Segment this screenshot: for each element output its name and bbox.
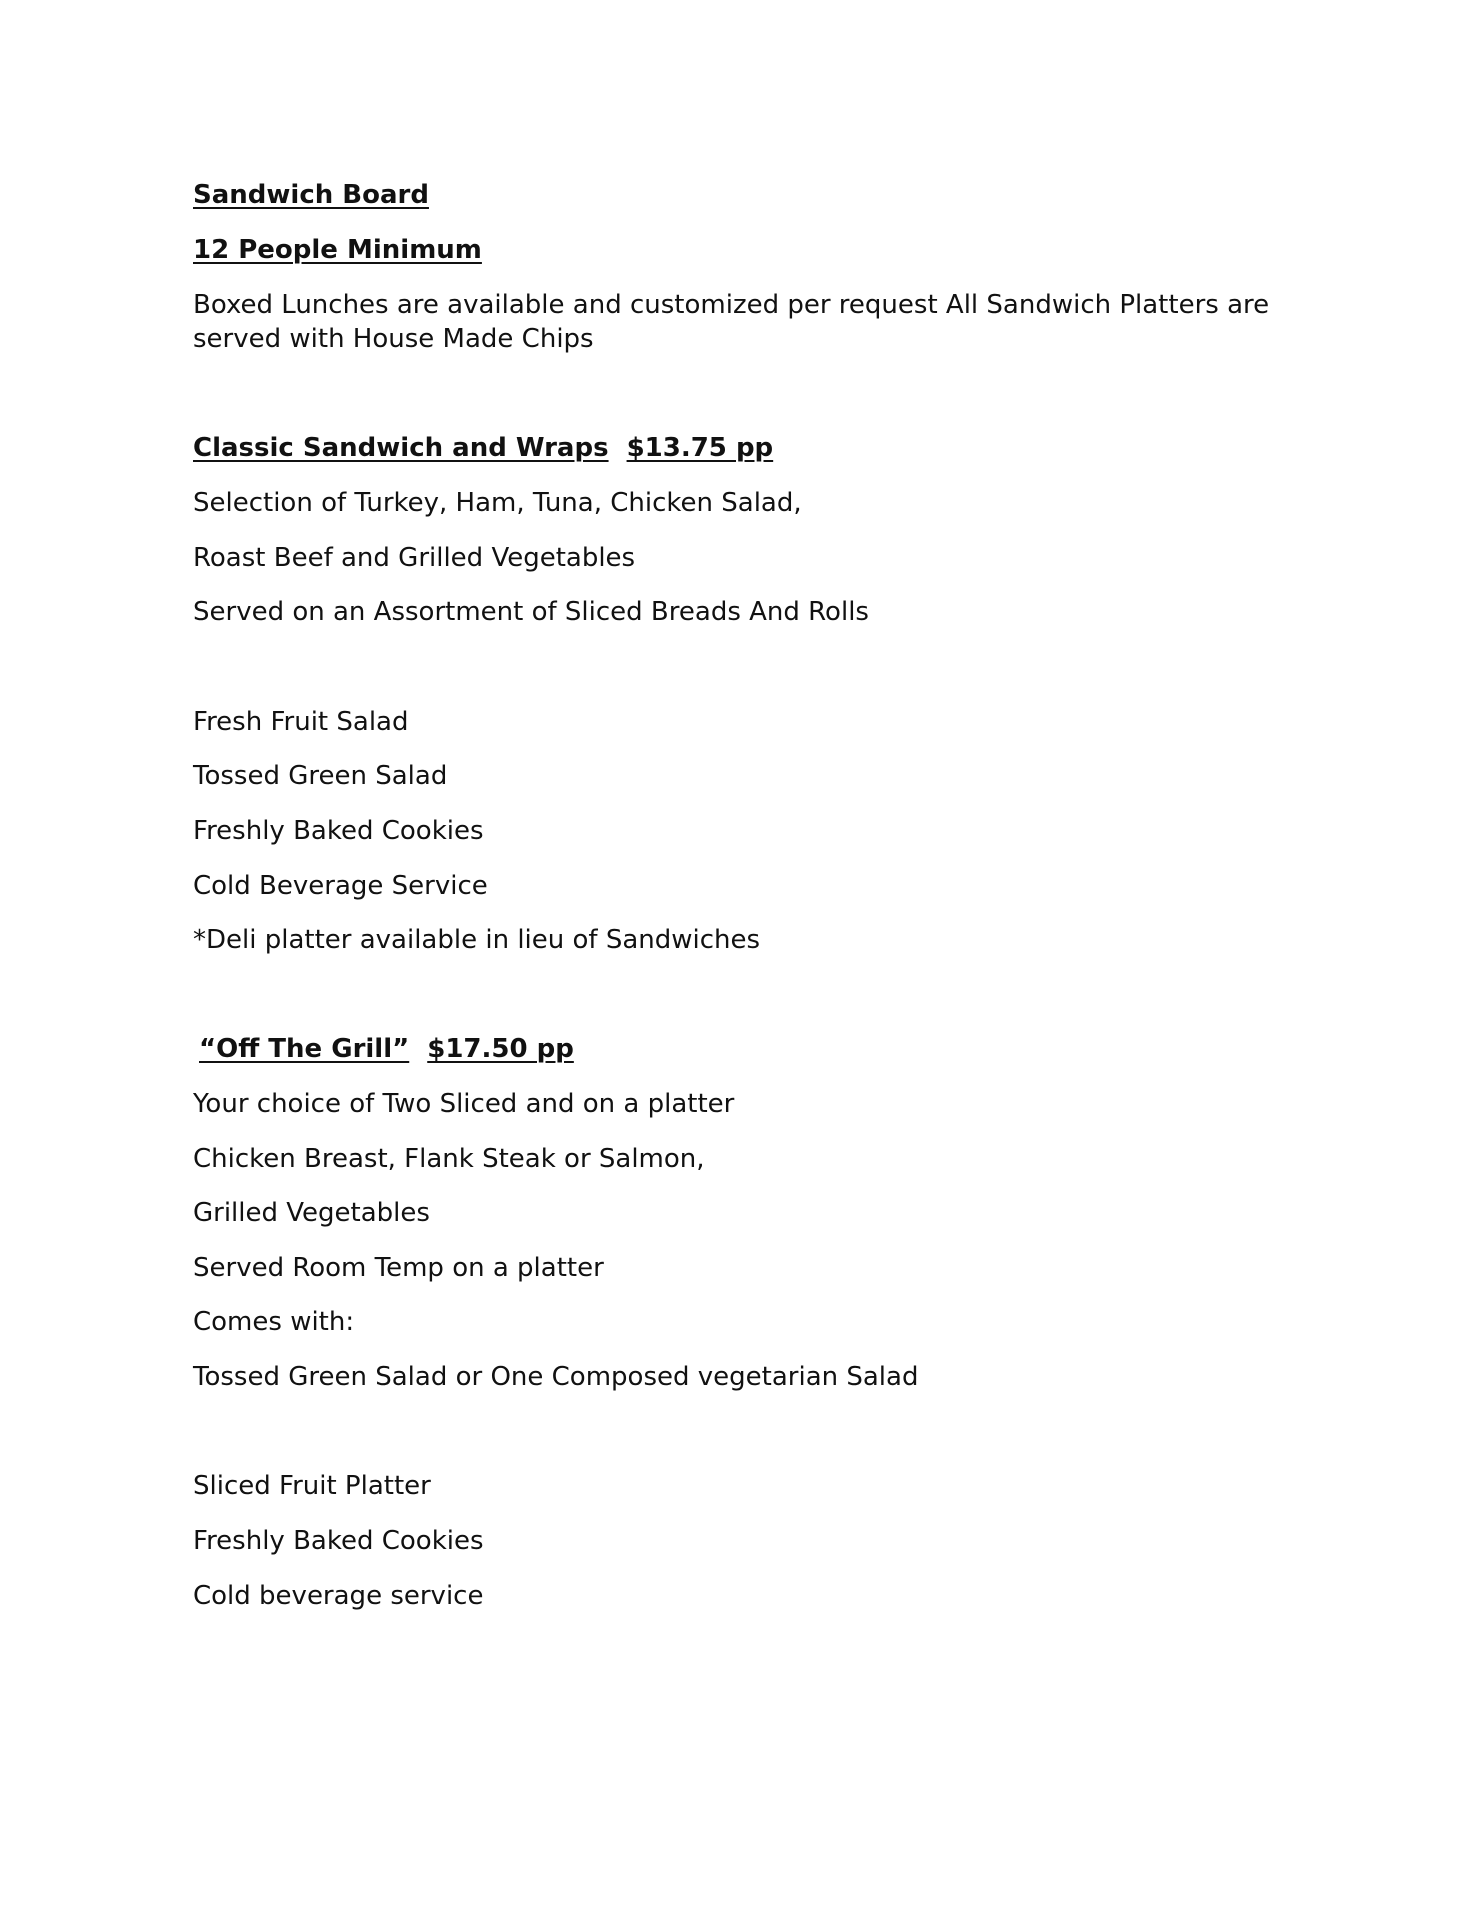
classic-price: $13.75 pp (626, 433, 774, 463)
grill-extra-item: Cold beverage service (193, 1581, 484, 1611)
grill-title: “Off The Grill” (199, 1034, 410, 1064)
classic-line: Roast Beef and Grilled Vegetables (193, 543, 636, 573)
minimum-people-heading: 12 People Minimum (193, 235, 482, 265)
classic-heading-row (193, 431, 773, 465)
grill-extra-item: Freshly Baked Cookies (193, 1526, 484, 1556)
grill-line: Grilled Vegetables (193, 1198, 430, 1228)
grill-line: Your choice of Two Sliced and on a platter (193, 1089, 735, 1119)
grill-line: Served Room Temp on a platter (193, 1253, 604, 1283)
classic-extra-item: Freshly Baked Cookies (193, 816, 484, 846)
classic-extra-item: Tossed Green Salad (193, 761, 448, 791)
grill-line: Comes with: (193, 1307, 355, 1337)
grill-heading-row (193, 1032, 574, 1066)
classic-deli-note: *Deli platter available in lieu of Sandwiches (193, 925, 761, 955)
classic-line: Selection of Turkey, Ham, Tuna, Chicken Salad, (193, 488, 802, 518)
grill-extra-item: Sliced Fruit Platter (193, 1471, 431, 1501)
section-title-sandwich-board: Sandwich Board (193, 180, 429, 210)
grill-line: Chicken Breast, Flank Steak or Salmon, (193, 1144, 705, 1174)
grill-price: $17.50 pp (427, 1034, 574, 1064)
intro-paragraph: Boxed Lunches are available and customized per request All Sandwich Platters are served with House Made Chips (193, 290, 1270, 354)
classic-extra-item: Cold Beverage Service (193, 871, 488, 901)
classic-extra-item: Fresh Fruit Salad (193, 707, 409, 737)
classic-title: Classic Sandwich and Wraps (193, 433, 609, 463)
grill-line: Tossed Green Salad or One Composed vegetarian Salad (193, 1362, 919, 1392)
classic-line: Served on an Assortment of Sliced Breads And Rolls (193, 597, 869, 627)
